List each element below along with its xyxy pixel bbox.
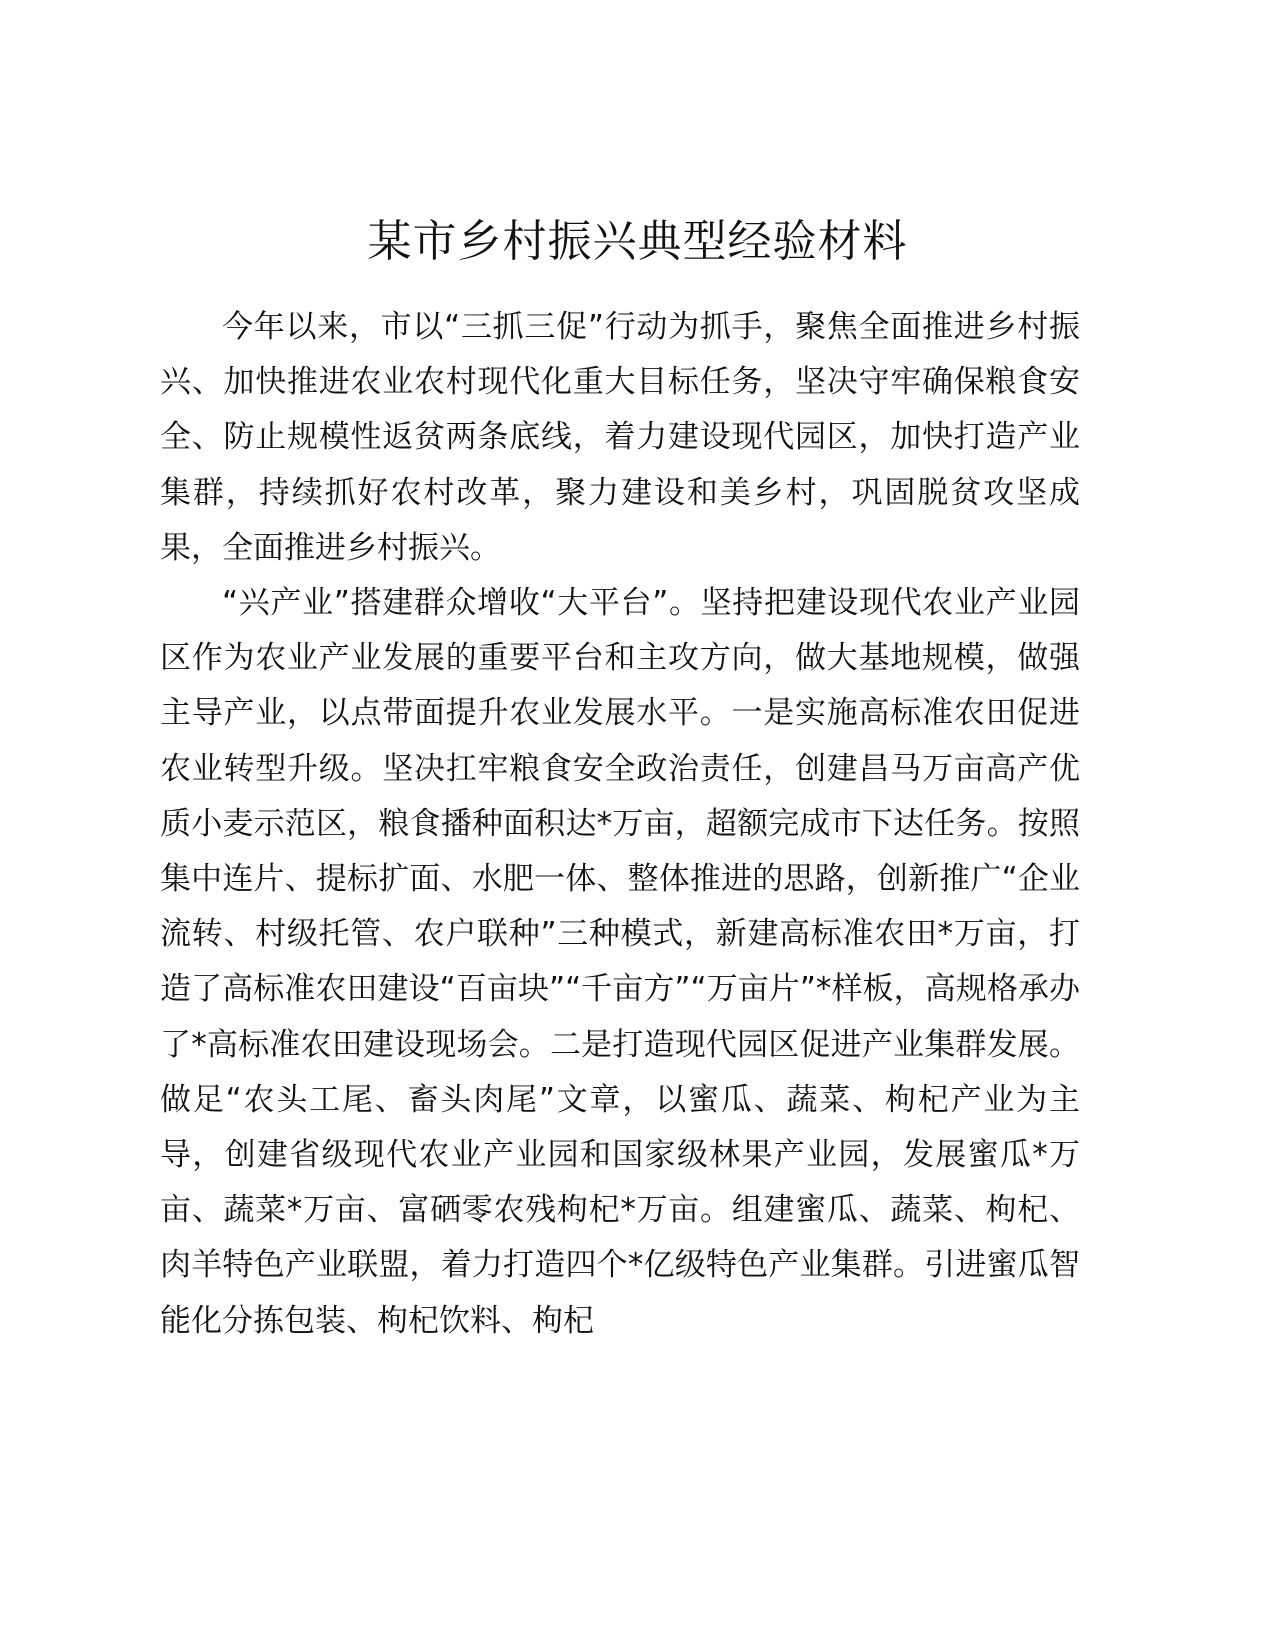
paragraph-intro: 今年以来，市以“三抓三促”行动为抓手，聚焦全面推进乡村振兴、加快推进农业农村现代化重大目标任务，坚决守牢确保粮食安全、防止规模性返贫两条底线，着力建设现代园区，加快打造产业集群，持续抓好农村改革，聚力建设和美乡村，巩固脱贫攻坚成果，全面推进乡村振兴。 bbox=[160, 309, 1080, 566]
paragraph-industry: “兴产业”搭建群众增收“大平台”。坚持把建设现代农业产业园区作为农业产业发展的重要平台和主攻方向，做大基地规模，做强主导产业，以点带面提升农业发展水平。一是实施高标准农田促进农业转型升级。坚决扛牢粮食安全政治责任，创建昌马万亩高产优质小麦示范区，粮食播种面积达*万亩，超额完成市下达任务。按照集中连片、提标扩面、水肥一体、整体推进的思路，创新推广“企业流转、村级托管、农户联种”三种模式，新建高标准农田*万亩，打造了高标准农田建设“百亩块”“千亩方”“万亩片”*样板，高规格承办了*高标准农田建设现场会。二是打造现代园区促进产业集群发展。做足“农头工尾、畜头肉尾”文章，以蜜瓜、蔬菜、枸杞产业为主导，创建省级现代农业产业园和国家级林果产业园，发展蜜瓜*万亩、蔬菜*万亩、富硒零农残枸杞*万亩。组建蜜瓜、蔬菜、枸杞、肉羊特色产业联盟，着力打造四个*亿级特色产业集群。引进蜜瓜智能化分拣包装、枸杞饮料、枸杞 bbox=[160, 585, 1080, 1339]
document-body bbox=[160, 300, 1080, 1349]
document-title: 某市乡村振兴典型经验材料 bbox=[367, 216, 908, 267]
